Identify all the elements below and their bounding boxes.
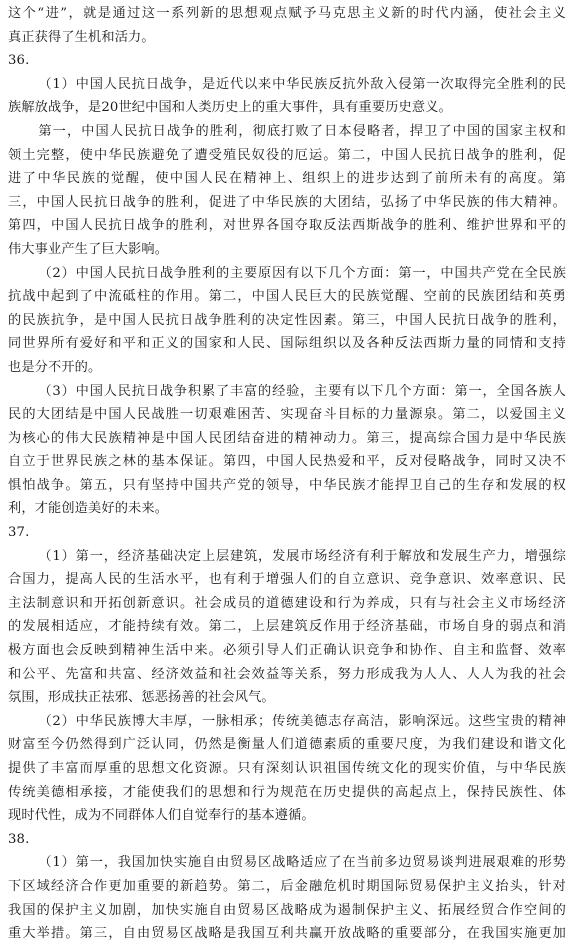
text-line: 为核心的伟大民族精神是中国人民团结奋进的精神动力。第三，提高综合国力是中华民族 <box>8 430 566 446</box>
text-line: 提供了丰富而厚重的思想文化资源。只有深刻认识祖国传统文化的现实价值，与中华民族 <box>8 761 566 776</box>
text-line: 进了中华民族的觉醒，使中国人民在精神上、组织上的进步达到了前所未有的高度。第 <box>8 171 566 187</box>
text-line: 同世界所有爱好和平和正义的国家和人民、国际组织以及各种反法西斯力量的同情和支持 <box>8 336 566 352</box>
text-line: 我国的保护主义加剧，加快实施自由贸易区战略成为遏制保护主义、拓展经贸合作空间的 <box>8 902 566 918</box>
text-line: 氛围，形成扶正祛邪、惩恶扬善的社会风气。 <box>8 690 275 706</box>
question-number: 36. <box>8 53 30 69</box>
text-line: 真正获得了生机和活力。 <box>8 29 155 45</box>
text-line: 族解放战争，是20世纪中国和人类历史上的重大事件，具有重要历史意义。 <box>8 100 452 116</box>
text-line: 伟大事业产生了巨大影响。 <box>8 241 169 257</box>
question-number: 37. <box>8 525 30 541</box>
text-line: 领土完整，使中华民族避免了遭受殖民奴役的厄运。第二，中国人民抗日战争的胜利，促 <box>8 147 566 163</box>
text-line: 抗战中起到了中流砥柱的作用。第二，中国人民巨大的民族觉醒、空前的民族团结和英勇 <box>8 289 566 305</box>
text-line: 这个“进”，就是通过这一系列新的思想观点赋予马克思主义新的时代内涵，使社会主义 <box>8 6 566 21</box>
text-line: 自立于世界民族之林的基本保证。第四，中国人民热爱和平，反对侵略战争，同时又决不 <box>8 454 566 470</box>
text-line: 利，才能创造美好的未来。 <box>8 501 169 517</box>
text-line: 的发展相适应，才能持续有效。第二，上层建筑反作用于经济基础，市场自身的弱点和消 <box>8 619 566 635</box>
text-line: 的民族抗争，是中国人民抗日战争胜利的决定性因素。第三，中国人民抗日战争的胜利， <box>8 312 566 328</box>
text-line: （2）中华民族博大丰厚，一脉相承；传统美德志存高洁，影响深远。这些宝贵的精神 <box>38 713 566 729</box>
text-line: 也是分不开的。 <box>8 359 102 375</box>
question-number: 38. <box>8 831 30 847</box>
text-line: 下区域经济合作更加重要的新趋势。第二，后金融危机时期国际贸易保护主义抬头，针对 <box>8 878 566 894</box>
text-line: 重大举措。第三，自由贸易区战略是我国互利共赢开放战略的重要部分，在我国实施更加 <box>8 926 566 942</box>
text-line: 民的大团结是中国人民战胜一切艰难困苦、实现奋斗目标的力量源泉。第二，以爱国主义 <box>8 407 566 423</box>
text-line: 合国力，提高人民的生活水平，也有利于增强人们的自立意识、竞争意识、效率意识、民 <box>8 572 566 588</box>
text-line: （1）第一，我国加快实施自由贸易区战略适应了在当前多边贸易谈判进展艰难的形势 <box>38 855 566 871</box>
text-line: （1）中国人民抗日战争，是近代以来中华民族反抗外敌入侵第一次取得完全胜利的民 <box>38 76 566 92</box>
text-line: 现时代性，成为不同群体人们自觉奉行的基本遵循。 <box>8 808 315 824</box>
text-line: 传统美德相承接，才能使我们的思想和行为规范在历史提供的高起点上，保持民族性、体 <box>8 784 566 800</box>
text-line: （3）中国人民抗日战争积累了丰富的经验，主要有以下几个方面：第一，全国各族人 <box>38 383 566 399</box>
text-line: 主法制意识和开拓创新意识。社会成员的道德建设和行为养成，只有与社会主义市场经济 <box>8 595 566 611</box>
text-line: 极方面也会反映到精神生活中来。必须引导人们正确认识竞争和协作、自主和监督、效率 <box>8 643 566 659</box>
text-line: 惧怕战争。第五，只有坚持中国共产党的领导，中华民族才能捍卫自己的生存和发展的权 <box>8 477 566 493</box>
text-line: 第一，中国人民抗日战争的胜利，彻底打败了日本侵略者，捍卫了中国的国家主权和 <box>38 123 566 139</box>
text-line: 三，中国人民抗日战争的胜利，促进了中华民族的大团结，弘扬了中华民族的伟大精神。 <box>8 194 566 210</box>
text-line: （1）第一，经济基础决定上层建筑，发展市场经济有利于解放和发展生产力，增强综 <box>38 548 566 564</box>
text-line: 财富至今仍然得到广泛认同，仍然是衡量人们道德素质的重要尺度，为我们建设和谐文化 <box>8 737 566 753</box>
text-line: 和公平、先富和共富、经济效益和社会效益等关系，努力形成我为人人、人人为我的社会 <box>8 666 566 682</box>
text-line: （2）中国人民抗日战争胜利的主要原因有以下几个方面：第一，中国共产党在全民族 <box>38 265 566 281</box>
text-line: 第四，中国人民抗日战争的胜利，对世界各国夺取反法西斯战争的胜利、维护世界和平的 <box>8 218 566 234</box>
